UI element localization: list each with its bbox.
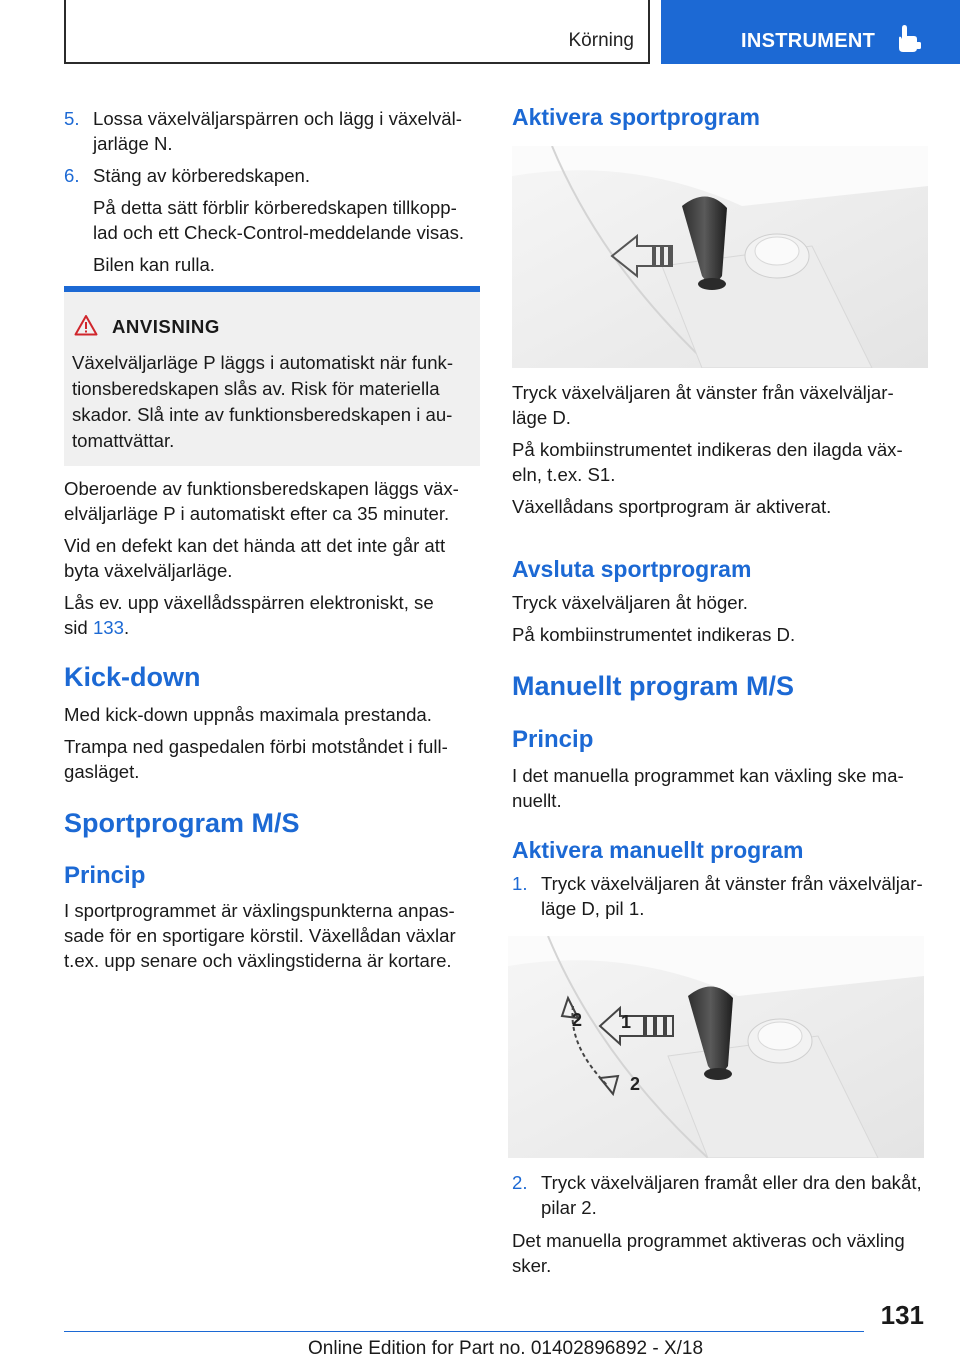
warning-title: ANVISNING [112,316,220,337]
arrow-label: 2 [572,1010,583,1030]
gear-selector-illustration [512,146,928,368]
heading-kickdown: Kick-down [64,662,201,692]
paragraph: sker. [512,1255,552,1276]
paragraph: I det manuella programmet kan växling ske ma‐ [512,765,904,786]
step-text: jarläge N. [93,133,173,154]
paragraph: På kombiinstrumentet indikeras D. [512,624,796,645]
heading-principle: Princip [512,726,594,753]
header-tab-frame [64,0,650,64]
step-number: 6. [64,165,80,186]
warning-text: tomattvättar. [72,430,175,451]
hand-pointer-icon [893,24,923,54]
text: sid [64,617,93,638]
heading-sport-program: Sportprogram M/S [64,808,300,838]
paragraph: gasläget. [64,761,140,782]
heading-activate-sport: Aktivera sportprogram [512,104,760,130]
paragraph: nuellt. [512,790,562,811]
footer-divider [64,1331,864,1332]
paragraph: Det manuella programmet aktiveras och växling [512,1230,905,1251]
warning-text: Växelväljarläge P läggs i automatiskt när funk‐ [72,352,454,373]
arrow-label: 1 [621,1012,632,1032]
step-text: Tryck växelväljaren framåt eller dra den bakåt, [541,1172,922,1193]
paragraph [64,615,129,640]
paragraph: läge D. [512,407,571,428]
paragraph: elväljarläge P i automatiskt efter ca 35 minuter. [64,503,450,524]
step-note: Bilen kan rulla. [93,254,215,275]
paragraph: Tryck växelväljaren åt vänster från växelväljar‐ [512,382,894,403]
warning-text: tionsberedskapen slås av. Risk för materiella [72,378,440,399]
paragraph: Vid en defekt kan det hända att det inte går att [64,535,446,556]
step-text: Lossa växelväljarspärren och lägg i växelväl‐ [93,108,462,129]
heading-end-sport: Avsluta sportprogram [512,556,752,582]
paragraph: Oberoende av funktionsberedskapen läggs väx‐ [64,478,459,499]
paragraph: Med kick-down uppnås maximala prestanda. [64,704,432,725]
paragraph: sade för en sportigare körstil. Växellådan växlar [64,925,456,946]
gear-selector-image [512,146,928,368]
paragraph: byta växelväljarläge. [64,560,233,581]
paragraph: På kombiinstrumentet indikeras den ilagda väx‐ [512,439,903,460]
paragraph: eln, t.ex. S1. [512,464,616,485]
edition-note: Online Edition for Part no. 01402896892 - X/18 [308,1338,704,1359]
gear-selector-manual-image [508,936,924,1158]
step-note: lad och ett Check-Control-meddelande visas. [93,222,465,243]
step-text: Tryck växelväljaren åt vänster från växelväljar‐ [541,873,923,894]
step-text: pilar 2. [541,1197,597,1218]
page-link[interactable]: 133 [92,617,124,638]
step-number: 5. [64,108,80,129]
heading-manual-program: Manuellt program M/S [512,671,795,701]
paragraph: Trampa ned gaspedalen förbi motståndet i full‐ [64,736,448,757]
paragraph: Tryck växelväljaren åt höger. [512,592,748,613]
step-note: På detta sätt förblir körberedskapen tillkopp‐ [93,197,457,218]
arrow-label: 2 [630,1074,641,1094]
heading-principle: Princip [64,862,146,889]
paragraph: Växellådans sportprogram är aktiverat. [512,496,832,517]
step-text: läge D, pil 1. [541,898,645,919]
warning-text: skador. Slå inte av funktionsberedskapen i au‐ [72,404,453,425]
warning-box [64,286,480,466]
gear-selector-manual-illustration [508,936,924,1158]
step-text: Stäng av körberedskapen. [93,165,311,186]
step-number: 1. [512,873,528,894]
paragraph: I sportprogrammet är växlingspunkterna anpas‐ [64,900,455,921]
heading-activate-manual: Aktivera manuellt program [512,837,804,863]
chapter-banner[interactable] [661,0,960,64]
text: . [123,617,130,638]
chapter-title: INSTRUMENT [741,30,876,52]
page-number: 131 [880,1300,924,1330]
paragraph: Lås ev. upp växellådsspärren elektroniskt, se [64,592,434,613]
section-title: Körning [568,30,634,51]
step-number: 2. [512,1172,528,1193]
warning-triangle-icon [74,314,98,336]
paragraph: t.ex. upp senare och växlingstiderna är kortare. [64,950,452,971]
